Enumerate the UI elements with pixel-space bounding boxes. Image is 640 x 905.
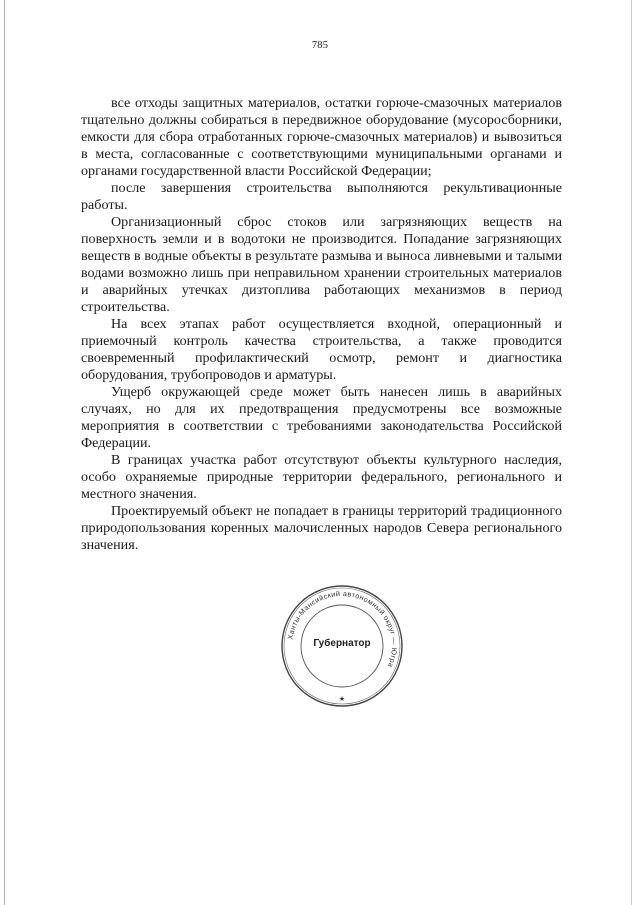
page-number: 785 [311,40,329,51]
paragraph-2: после завершения строительства выполняются рекультивационные работы. [81,180,562,213]
seal-star-icon: ★ [338,695,346,703]
paragraph-6: В границах участка работ отсутствуют объекты культурного наследия, особо охраняемые природные территории федерального, регионального и местного значения. [81,452,562,502]
seal-center-text: Губернатор [313,638,371,649]
document-body [81,95,562,554]
scan-edge-left [4,0,5,905]
paragraph-4: На всех этапах работ осуществляется входной, операционный и приемочный контроль качества строительства, а также проводится своевременный профилактический осмотр, ремонт и диагностика оборудования, трубопроводов и арматуры. [81,316,562,383]
seal-ring-text: Ханты-Мансийский автономный округ — Югра [285,588,400,670]
scan-edge-right [631,0,632,905]
paragraph-7: Проектируемый объект не попадает в границы территорий традиционного природопользования коренных малочисленных народов Севера регионального значения. [81,503,562,553]
paragraph-5: Ущерб окружающей среде может быть нанесен лишь в аварийных случаях, но для их предотвращения предусмотрены все возможные мероприятия в соответствии с требованиями законодательства Российской Федерации. [81,384,562,451]
paragraph-1: все отходы защитных материалов, остатки горюче-смазочных материалов тщательно должны собираться в передвижное оборудование (мусоросборники, емкости для сбора отработанных горюче-смазочных материалов) и вывозиться в места, согласованные с соответствующими муниципальными органами и органами государственной власти Российской Федерации; [81,95,562,179]
official-seal-stamp [279,583,405,709]
paragraph-3: Организационный сброс стоков или загрязняющих веществ на поверхность земли и в водотоки не производится. Попадание загрязняющих веществ в водные объекты в результате размыва и выноса ливневыми и талыми водами возможно лишь при неправильном хранении строительных материалов и аварийных утечках дизтоплива работающих механизмов в период строительства. [81,214,562,315]
